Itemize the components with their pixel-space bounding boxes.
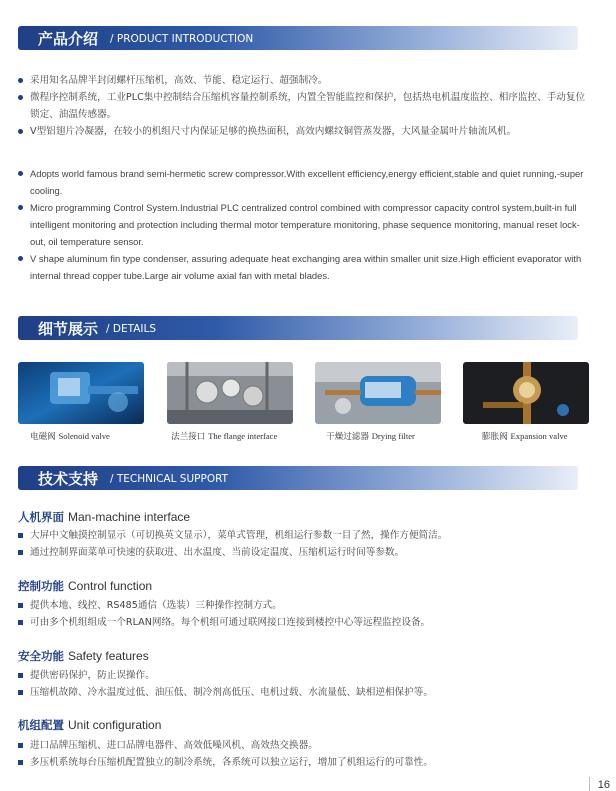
list-item: 压缩机故障、冷水温度过低、油压低、制冷剂高低压、电机过载、水流量低、缺相逆相保护等。 [14, 684, 592, 701]
subheading-safety-features [18, 648, 149, 664]
list-item: 可由多个机组组成一个RLAN网络。每个机组可通过联网接口连接到楼控中心等远程监控设备。 [14, 614, 592, 631]
section-title-cn: 细节展示 [38, 320, 99, 338]
caption-en: Expansion valve [510, 431, 568, 441]
section-banner-details [18, 316, 578, 340]
list-item: 提供本地、线控、RS485通信（选装）三种操作控制方式。 [14, 597, 592, 614]
support-list-control-function [14, 597, 592, 631]
list-item: 多压机系统每台压缩机配置独立的制冷系统，各系统可以独立运行，增加了机组运行的可靠性。 [14, 754, 592, 771]
page-divider [589, 777, 590, 791]
caption-cn: 干燥过滤器 [326, 432, 369, 442]
list-item: 微程序控制系统，工业PLC集中控制结合压缩机容量控制系统，内置全智能监控和保护，包括热电机温度监控、相序监控、手动复位锁定、油温传感器。 [14, 89, 592, 123]
caption-en: Drying filter [371, 431, 415, 441]
section-title-cn: 产品介绍 [38, 30, 99, 48]
caption-solenoid-valve [30, 430, 110, 442]
caption-cn: 膨胀阀 [482, 432, 508, 442]
page-number: 16 [597, 779, 610, 791]
subheading-control-function [18, 578, 152, 594]
subheading-cn: 安全功能 [18, 649, 64, 663]
list-item: V型铝翅片冷凝器，在较小的机组尺寸内保证足够的换热面积，高效内螺纹铜管蒸发器，大风量金属叶片轴流风机。 [14, 123, 592, 140]
support-list-unit-configuration [14, 737, 592, 771]
list-item: Adopts world famous brand semi-hermetic screw compressor.With excellent efficiency,energy efficient,stable and quiet running,-super cooling. [14, 165, 592, 199]
solenoid-valve-photo [18, 362, 144, 424]
list-item: 大屏中文触摸控制显示（可切换英文显示），菜单式管理，机组运行参数一目了然，操作方便简洁。 [14, 527, 592, 544]
list-item: Micro programming Control System.Industrial PLC centralized control combined with compressor capacity control system,built-in full intelligent monitoring and protection including thermal motor temperature monitoring, phase sequence monitoring, manual reset lock-out, oil temperature sensor. [14, 199, 592, 250]
subheading-cn: 人机界面 [18, 510, 64, 524]
caption-en: The flange interface [208, 431, 278, 441]
support-list-safety-features [14, 667, 592, 701]
section-banner-support [18, 466, 578, 490]
caption-expansion-valve [482, 430, 568, 442]
caption-cn: 法兰接口 [171, 432, 206, 442]
list-item: 采用知名品牌半封闭螺杆压缩机，高效、节能、稳定运行、超强制冷。 [14, 72, 592, 89]
list-item: 进口品牌压缩机、进口品牌电器件、高效低噪风机、高效热交换器。 [14, 737, 592, 754]
subheading-unit-configuration [18, 717, 161, 733]
intro-list-cn [14, 72, 592, 140]
subheading-cn: 控制功能 [18, 579, 64, 593]
subheading-en: Unit configuration [68, 718, 162, 732]
caption-flange-interface [171, 430, 277, 442]
subheading-cn: 机组配置 [18, 718, 64, 732]
section-title-en: / TECHNICAL SUPPORT [110, 473, 229, 485]
list-item: 提供密码保护，防止误操作。 [14, 667, 592, 684]
list-item: 通过控制界面菜单可快速的获取进、出水温度、当前设定温度、压缩机运行时间等参数。 [14, 544, 592, 561]
caption-cn: 电磁阀 [30, 432, 56, 442]
expansion-valve-photo [463, 362, 589, 424]
flange-interface-photo [167, 362, 293, 424]
subheading-en: Control function [68, 579, 153, 593]
list-item: V shape aluminum fin type condenser, assuring adequate heat exchanging area within smaller unit size.High efficient evaporator with internal thread copper tube.Large air volume axial fan with metal blades. [14, 250, 592, 284]
subheading-en: Safety features [68, 649, 149, 663]
caption-en: Solenoid valve [58, 431, 110, 441]
section-title-en: / PRODUCT INTRODUCTION [110, 33, 254, 45]
support-list-man-machine [14, 527, 592, 561]
drying-filter-photo [315, 362, 441, 424]
subheading-en: Man-machine interface [68, 510, 191, 524]
intro-list-en [14, 165, 592, 284]
section-banner-intro [18, 26, 578, 50]
caption-drying-filter [326, 430, 415, 442]
section-title-en: / DETAILS [106, 323, 156, 335]
section-title-cn: 技术支持 [38, 470, 99, 488]
subheading-man-machine [18, 509, 190, 525]
